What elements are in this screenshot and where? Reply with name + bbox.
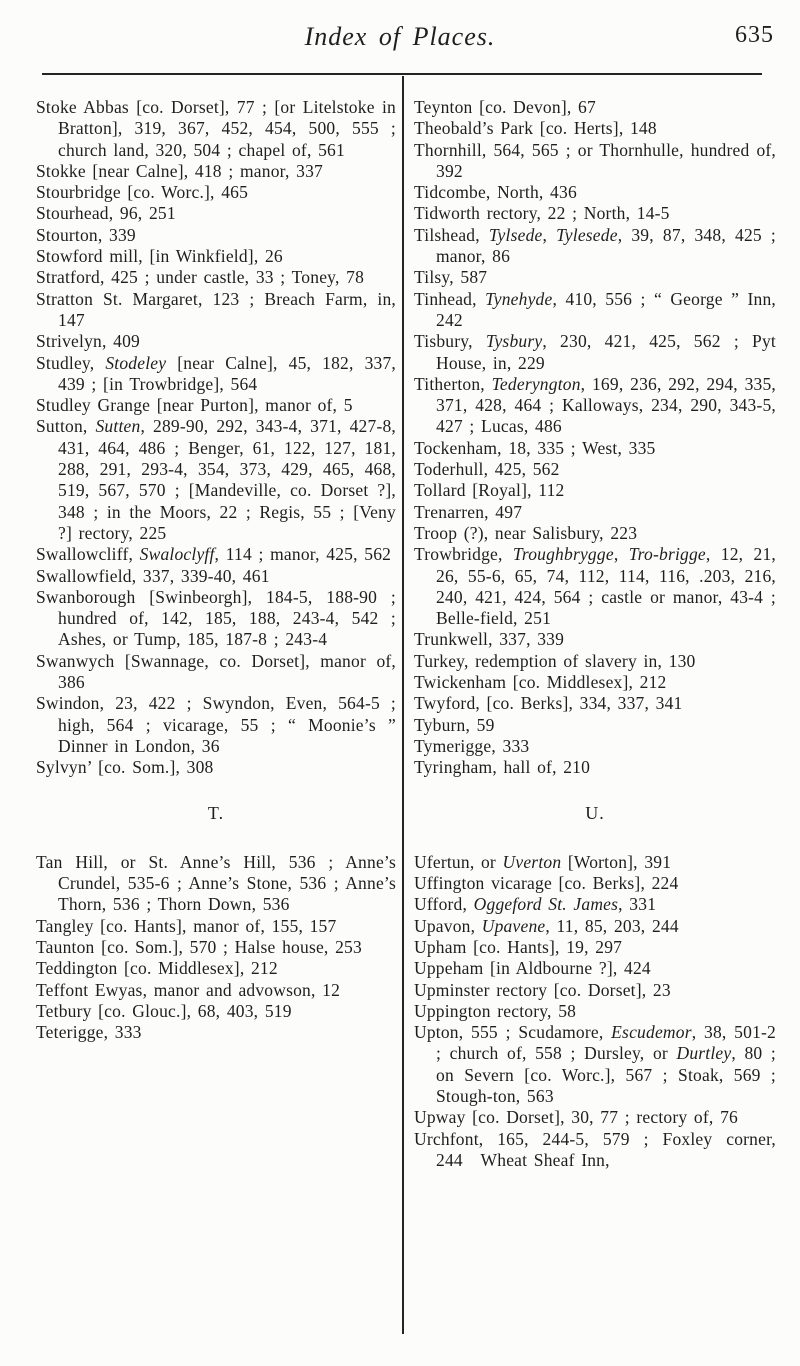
index-entry: Stourbridge [co. Worc.], 465 (36, 182, 249, 203)
index-entry: Studley Grange [near Purton], manor of, 5 (36, 395, 353, 416)
index-entry: Tidworth rectory, 22 ; North, 14-5 (414, 203, 670, 224)
italic-place-name: Tysbury (485, 331, 543, 352)
italic-place-name: Tro-brigge (628, 544, 706, 565)
index-entry: Uffington vicarage [co. Berks], 224 (414, 873, 679, 894)
italic-place-name: Oggeford St. James (473, 894, 619, 915)
index-entry: Uppington rectory, 58 (414, 1000, 577, 1021)
index-entry: Stratford, 425 ; under castle, 33 ; Toney, 78 (36, 267, 365, 288)
section-heading: T. (207, 802, 225, 823)
index-entry: Ufertun, or Uverton [Worton], 391 (414, 851, 672, 872)
page-number: 635 (735, 22, 774, 48)
index-entry: Tockenham, 18, 335 ; West, 335 (414, 437, 656, 458)
left-column (36, 97, 396, 1043)
index-entry: Teterigge, 333 (36, 1022, 142, 1043)
index-entry: Swallowfield, 337, 339-40, 461 (36, 565, 270, 586)
italic-place-name: Durtley (676, 1043, 732, 1064)
index-entry: Tan Hill, or St. Anne’s Hill, 536 ; Anne’s Crundel, 535-6 ; Anne’s Stone, 536 ; Anne’s Thorn, 536 ; Thorn Down, 536 (36, 851, 396, 915)
italic-place-name: Escudemor (611, 1022, 692, 1043)
italic-place-name: Sutten (95, 416, 141, 437)
index-entry: Theobald’s Park [co. Herts], 148 (414, 118, 657, 139)
italic-place-name: Tylsede (488, 224, 543, 245)
index-entry: Tollard [Royal], 112 (414, 480, 565, 501)
index-entry: Studley, Stodeley [near Calne], 45, 182, 337, 439 ; [in Trowbridge], 564 (36, 352, 397, 394)
index-entry: Tidcombe, North, 436 (414, 182, 577, 203)
index-entry: Stratton St. Margaret, 123 ; Breach Farm, in, 147 (36, 288, 396, 330)
index-entry: Ufford, Oggeford St. James, 331 (414, 894, 657, 915)
index-entry: Turkey, redemption of slavery in, 130 (414, 650, 696, 671)
index-entry: Upham [co. Hants], 19, 297 (414, 936, 623, 957)
index-entry: Stowford mill, [in Winkfield], 26 (36, 246, 283, 267)
index-entry: Upway [co. Dorset], 30, 77 ; rectory of, 76 (414, 1107, 738, 1128)
index-entry: Upminster rectory [co. Dorset], 23 (414, 979, 671, 1000)
index-entry: Teffont Ewyas, manor and advowson, 12 (36, 979, 341, 1000)
page-title: Index of Places. (304, 22, 496, 51)
index-entry: Tinhead, Tynehyde, 410, 556 ; “ George ” Inn, 242 (414, 288, 776, 330)
index-entry: Swallowcliff, Swaloclyff, 114 ; manor, 425, 562 (36, 544, 392, 565)
italic-place-name: Stodeley (105, 352, 167, 373)
index-entry: Twickenham [co. Middlesex], 212 (414, 672, 667, 693)
index-entry: Teddington [co. Middlesex], 212 (36, 958, 278, 979)
index-entry: Swanborough [Swinbeorgh], 184-5, 188-90 ; hundred of, 142, 185, 188, 243-4, 542 ; Ashes, or Tump, 185, 187-8 ; 243-4 (36, 586, 396, 650)
index-entry: Tyringham, hall of, 210 (414, 757, 591, 778)
index-entry: Taunton [co. Som.], 570 ; Halse house, 253 (36, 936, 362, 957)
index-entry: Strivelyn, 409 (36, 331, 140, 352)
index-entry: Stokke [near Calne], 418 ; manor, 337 (36, 160, 323, 181)
index-entry: Sylvyn’ [co. Som.], 308 (36, 757, 214, 778)
index-entry: Stoke Abbas [co. Dorset], 77 ; [or Litelstoke in Bratton], 319, 367, 452, 454, 500, 555 ; church land, 320, 504 ; chapel of, 561 (36, 97, 396, 160)
header-rule (42, 73, 762, 75)
index-entry: Tetbury [co. Glouc.], 68, 403, 519 (36, 1000, 292, 1021)
index-entry: Upavon, Upavene, 11, 85, 203, 244 (414, 915, 679, 936)
right-column (414, 97, 776, 1171)
index-entry: Upton, 555 ; Scudamore, Escudemor, 38, 501-2 ; church of, 558 ; Dursley, or Durtley, 80 ; on Severn [co. Worc.], 567 ; Stoak, 569 ; Stough-ton, 563 (414, 1022, 777, 1107)
index-entry: Uppeham [in Aldbourne ?], 424 (414, 958, 651, 979)
index-entry: Teynton [co. Devon], 67 (414, 97, 596, 117)
italic-place-name: Tynehyde (485, 288, 553, 309)
index-entry: Sutton, Sutten, 289-90, 292, 343-4, 371, 427-8, 431, 464, 486 ; Benger, 61, 122, 127, 181, 288, 291, 293-4, 354, 373, 429, 465, 468, 519, 567, 570 ; [Mandeville, co. Dorset ?], 348 ; in the Moors, 22 ; Regis, 55 ; [Veny ?] rectory, 225 (36, 416, 396, 543)
index-entry: Urchfont, 165, 244-5, 579 ; Foxley corner, 244 Wheat Sheaf Inn, (414, 1128, 776, 1170)
index-entry: Trunkwell, 337, 339 (414, 629, 565, 650)
italic-place-name: Uverton (502, 851, 562, 872)
index-entry: Thornhill, 564, 565 ; or Thornhulle, hundred of, 392 (414, 139, 776, 181)
italic-place-name: Troughbrygge (512, 544, 614, 565)
index-entry: Titherton, Tederyngton, 169, 236, 292, 294, 335, 371, 428, 464 ; Kalloways, 234, 290, 343-5, 427 ; Lucas, 486 (414, 373, 776, 437)
section-heading: U. (585, 802, 605, 823)
index-entry: Tilsy, 587 (414, 267, 488, 288)
index-entry: Tyburn, 59 (414, 714, 495, 735)
italic-place-name: Upavene (481, 915, 546, 936)
index-entry: Tilshead, Tylsede, Tylesede, 39, 87, 348, 425 ; manor, 86 (414, 224, 776, 267)
index-entry: Trowbridge, Troughbrygge, Tro-brigge, 12, 21, 26, 55-6, 65, 74, 112, 114, 116, .203, 216, 240, 421, 424, 564 ; castle or manor, 43-4 ; Belle-field, 251 (414, 544, 776, 629)
italic-place-name: Tylesede (556, 224, 618, 245)
index-entry: Tangley [co. Hants], manor of, 155, 157 (36, 915, 337, 936)
index-entry: Troop (?), near Salisbury, 223 (414, 522, 638, 543)
index-entry: Tisbury, Tysbury, 230, 421, 425, 562 ; Pyt House, in, 229 (414, 331, 776, 373)
italic-place-name: Tederyngton (491, 373, 581, 394)
italic-place-name: Swaloclyff (139, 544, 215, 565)
index-entry: Twyford, [co. Berks], 334, 337, 341 (414, 693, 683, 714)
index-entry: Stourhead, 96, 251 (36, 203, 176, 224)
index-entry: Swindon, 23, 422 ; Swyndon, Even, 564-5 ; high, 564 ; vicarage, 55 ; “ Moonie’s ” Dinner in London, 36 (36, 693, 396, 756)
column-divider (402, 76, 404, 1334)
index-entry: Tymerigge, 333 (414, 735, 530, 756)
index-entry: Trenarren, 497 (414, 501, 523, 522)
index-entry: Toderhull, 425, 562 (414, 459, 560, 480)
index-entry: Stourton, 339 (36, 224, 136, 245)
index-entry: Swanwych [Swannage, co. Dorset], manor of, 386 (36, 650, 396, 693)
